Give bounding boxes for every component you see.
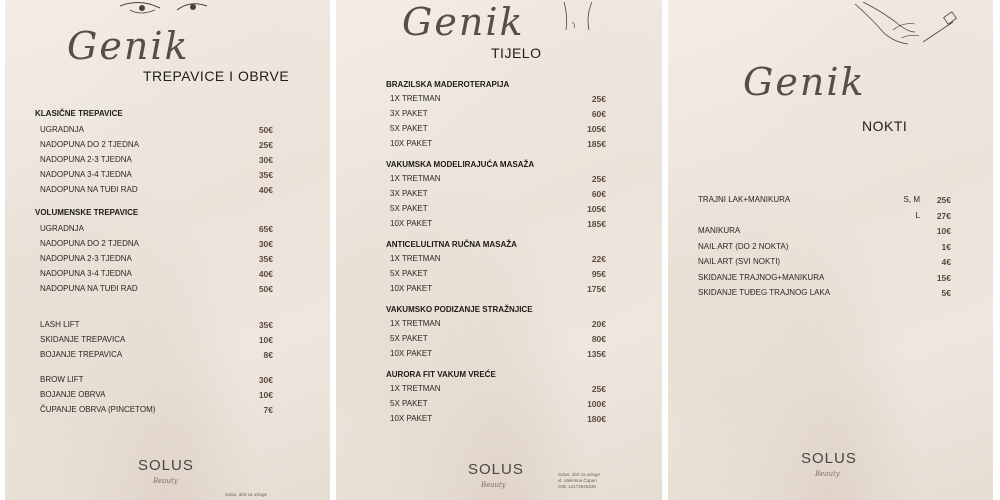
section-header: VAKUMSKA MODELIRAJUĆA MASAŽA [386,160,535,169]
service-name: UGRADNJA [40,125,85,134]
service-name: 5X PAKET [390,334,428,343]
service-name: BROW LIFT [40,375,84,384]
service-name: 3X PAKET [390,189,428,198]
service-price: 30€ [258,375,273,385]
script-logo: Genik [402,0,525,44]
service-name: 1X TRETMAN [390,174,441,183]
service-name: NADOPUNA 3-4 TJEDNA [40,170,132,179]
service-price: 15€ [936,272,951,283]
service-name: NADOPUNA NA TUĐI RAD [40,185,138,194]
brand-subtitle: Beauty [815,470,840,478]
service-price: 95€ [591,269,606,279]
service-price: 100€ [587,399,606,409]
script-logo: Genik [67,24,190,68]
service-name: NADOPUNA NA TUĐI RAD [40,284,138,293]
page-title: TREPAVICE I OBRVE [143,68,290,84]
page-title: TIJELO [491,45,542,61]
service-name: SKIDANJE TREPAVICA [40,335,126,344]
service-price: 8€ [263,350,273,360]
service-price: 40€ [258,269,273,279]
service-price: 5€ [941,288,951,298]
service-name: UGRADNJA [40,224,85,233]
service-name: ČUPANJE OBRVA (PINCETOM) [40,405,156,414]
menu-panel-nails [668,0,993,500]
service-price: 35€ [258,170,273,180]
size-label: L [915,210,920,220]
eye-icon [115,0,215,20]
service-name: NADOPUNA 2-3 TJEDNA [40,155,132,164]
service-price: 60€ [591,109,606,119]
service-price: 175€ [587,284,606,294]
service-name: 10X PAKET [390,219,433,228]
service-name: TRAJNI LAK+MANIKURA [698,195,791,204]
service-name: BOJANJE OBRVA [40,390,106,399]
section-header: VOLUMENSKE TREPAVICE [35,208,139,217]
service-name: 10X PAKET [390,414,433,423]
service-name: BOJANJE TREPAVICA [40,350,123,359]
brand-logo: SOLUS [468,461,524,478]
service-price: 30€ [258,155,273,165]
service-name: 10X PAKET [390,139,433,148]
service-name: SKIDANJE TRAJNOG+MANIKURA [698,272,825,282]
size-label: S, M [903,195,920,204]
service-price: 65€ [258,224,273,234]
brand-logo: SOLUS [138,457,194,474]
service-name: 5X PAKET [390,204,428,213]
service-price: 50€ [258,284,273,294]
service-price: 60€ [591,189,606,199]
service-price: 25€ [591,384,606,394]
service-price: 185€ [587,139,606,149]
section-header: VAKUMSKO PODIZANJE STRAŽNJICE [386,305,533,314]
service-name: 1X TRETMAN [390,94,441,103]
service-name: NADOPUNA DO 2 TJEDNA [40,239,139,248]
service-name: 5X PAKET [390,124,428,133]
service-price: 25€ [258,140,273,150]
service-price: 30€ [258,239,273,249]
service-price: 25€ [936,195,951,205]
menu-panel-body [336,0,662,500]
service-name: SKIDANJE TUĐEG TRAJNOG LAKA [698,288,831,297]
service-price: 50€ [258,125,273,135]
service-price: 185€ [587,219,606,229]
menu-panel-lashes-brows [5,0,330,500]
service-name: NADOPUNA DO 2 TJEDNA [40,140,139,149]
brand-subtitle: Beauty [481,481,506,489]
service-price: 40€ [258,185,273,195]
service-price: 35€ [258,254,273,264]
page-title: NOKTI [862,118,908,134]
section-header: ANTICELULITNA RUČNA MASAŽA [386,240,517,249]
footer-note: Solus, obrt za usluge [225,492,268,497]
service-price: 10€ [936,226,951,236]
service-price: 35€ [258,320,273,330]
service-price: 1€ [941,241,951,252]
service-name: LASH LIFT [40,320,80,329]
service-price: 20€ [591,319,606,329]
service-name: 1X TRETMAN [390,319,441,328]
service-name: NADOPUNA 3-4 TJEDNA [40,269,132,278]
service-price: 25€ [591,94,606,104]
service-name: 5X PAKET [390,399,428,408]
footer-line: vl. Valentina Čapan [558,478,597,483]
section-header: KLASIČNE TREPAVICE [35,109,123,118]
hand-nail-polish-icon [853,2,963,57]
service-price: 135€ [587,349,606,359]
footer-line: OIB: 14172846339 [558,484,596,489]
service-name: 10X PAKET [390,284,433,293]
service-price: 4€ [941,257,951,267]
brand-subtitle: Beauty [153,477,178,485]
service-price: 105€ [587,204,606,214]
service-price: 27€ [936,210,951,221]
service-name: 3X PAKET [390,109,428,118]
service-name: 1X TRETMAN [390,384,441,393]
script-logo: Genik [743,60,866,104]
section-header: BRAZILSKA MADEROTERAPIJA [386,80,510,89]
service-name: 1X TRETMAN [390,254,441,263]
service-name: 10X PAKET [390,349,433,358]
brand-logo: SOLUS [801,450,857,467]
service-price: 10€ [258,335,273,345]
body-silhouette-icon [558,2,598,32]
service-price: 22€ [591,254,606,264]
service-name: MANIKURA [698,226,741,235]
footer-legal-info [558,472,600,490]
service-name: NADOPUNA 2-3 TJEDNA [40,254,132,263]
service-price: 7€ [263,405,273,415]
section-header: AURORA FIT VAKUM VREĆE [386,370,496,379]
service-name: NAIL ART (SVI NOKTI) [698,257,781,266]
service-name: NAIL ART (DO 2 NOKTA) [698,241,789,251]
service-price: 25€ [591,174,606,184]
service-price: 180€ [587,414,606,424]
service-price: 80€ [591,334,606,344]
service-name: 5X PAKET [390,269,428,278]
service-price: 10€ [258,390,273,400]
footer-line: Solus, obrt za usluge [558,472,601,477]
service-price: 105€ [587,124,606,134]
